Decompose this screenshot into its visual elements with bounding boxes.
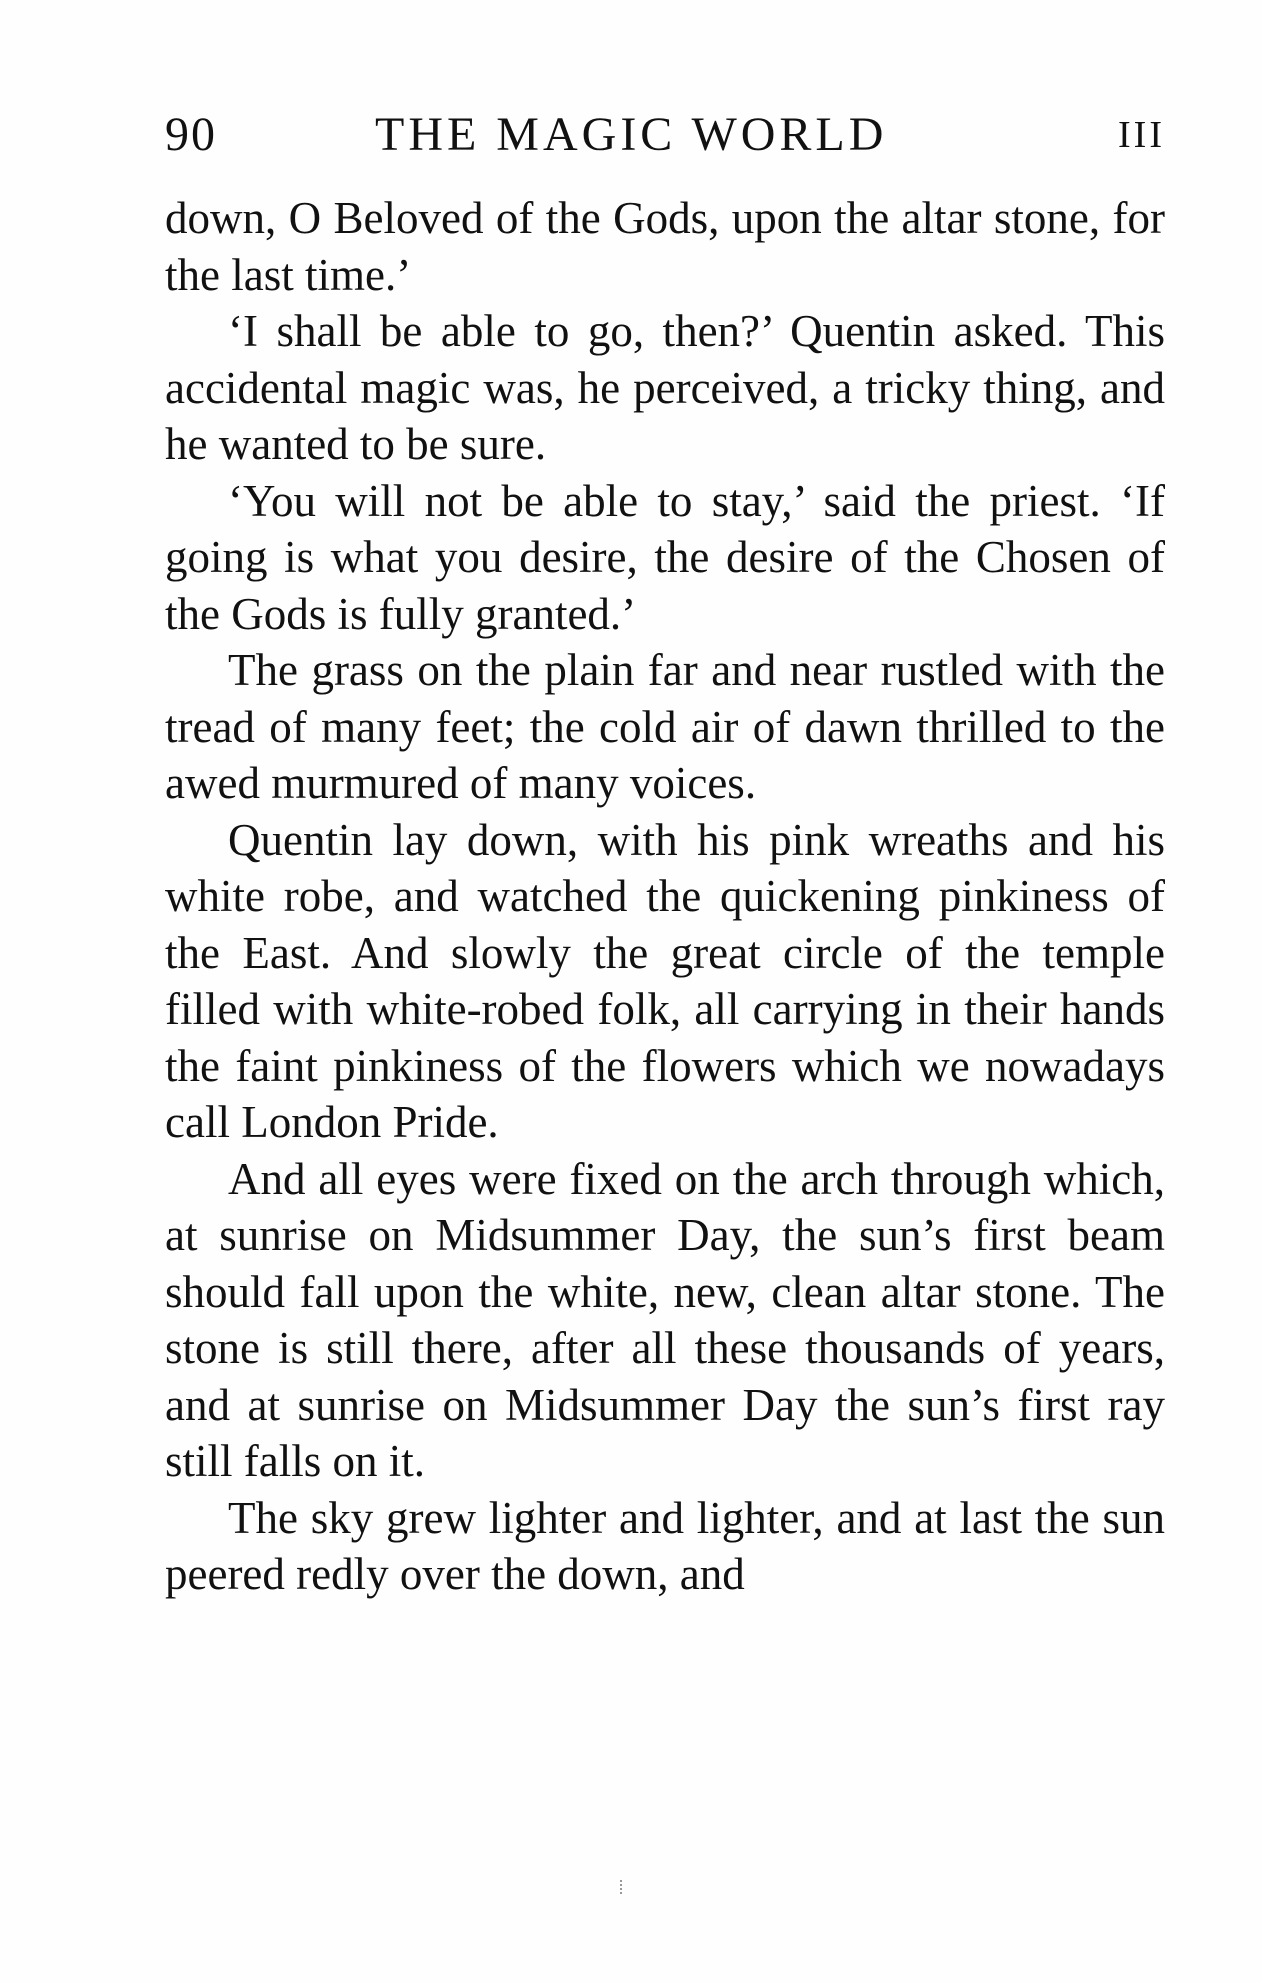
paragraph-last: The sky grew lighter and lighter, and at last the sun peered redly over the down, and xyxy=(165,1492,1165,1599)
paragraph-continued: down, O Beloved of the Gods, upon the altar stone, for the last time.’ xyxy=(165,193,1165,300)
paragraph: ‘I shall be able to go, then?’ Quentin asked. This accidental magic was, he perceived, a tricky thing, and he wanted to be sure. xyxy=(165,306,1165,469)
paragraph: Quentin lay down, with his pink wreaths and his white robe, and watched the quickening pinkiness of the East. And slowly the great circle of the temple filled with white-robed folk, all carrying in their hands the faint pinkiness of the flowers which we nowadays call London Pride. xyxy=(165,814,1165,1147)
paragraph: The grass on the plain far and near rustled with the tread of many feet; the cold air of dawn thrilled to the awed murmured of many voices. xyxy=(165,645,1165,808)
running-title: THE MAGIC WORLD xyxy=(375,108,888,161)
page-header xyxy=(165,100,1165,170)
paragraph: ‘You will not be able to stay,’ said the priest. ‘If going is what you desire, the desire of the Chosen of the Gods is fully granted.’ xyxy=(165,475,1165,639)
page-number: 90 xyxy=(165,108,217,161)
print-speck xyxy=(620,1880,625,1894)
chapter-number: III xyxy=(1118,114,1165,156)
paragraph: And all eyes were fixed on the arch through which, at sunrise on Midsummer Day, the sun’s first beam should fall upon the white, new, clean altar stone. The stone is still there, after all these thousands of years, and at sunrise on Midsummer Day the sun’s first ray still falls on it. xyxy=(165,1153,1165,1486)
page-body-text xyxy=(165,190,1165,1603)
